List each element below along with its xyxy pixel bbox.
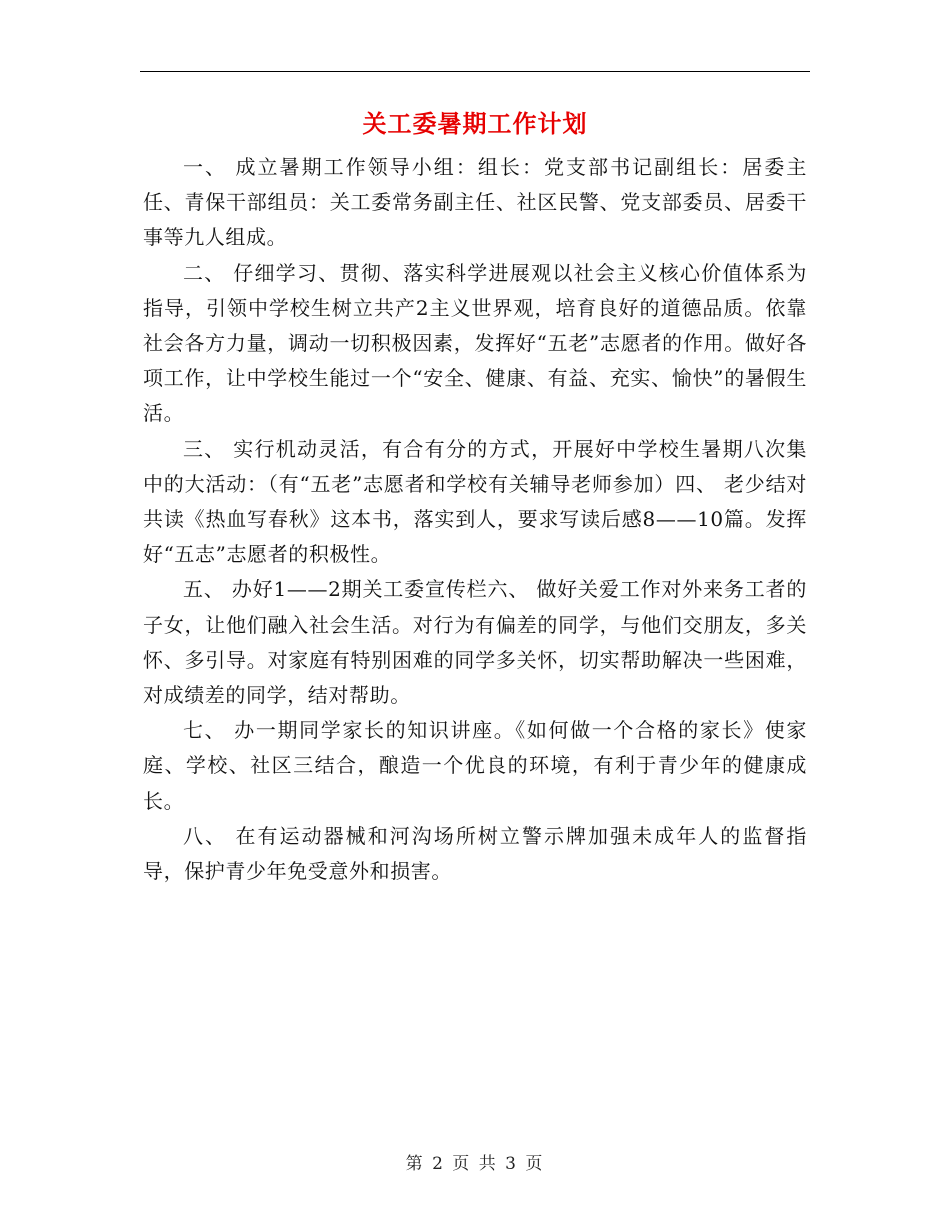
paragraph-3: 三、 实行机动灵活，有合有分的方式，开展好中学校生暑期八次集中的大活动：（有“五老”志愿者和学校有关辅导老师参加）四、 老少结对共读《热血写春秋》这本书，落实到人，要求写读后感8——10篇。发挥好“五志”志愿者的积极性。	[143, 436, 807, 567]
header-rule	[140, 71, 810, 72]
paragraph-4: 五、 办好1——2期关工委宣传栏六、 做好关爱工作对外来务工者的子女，让他们融入社会生活。对行为有偏差的同学，与他们交朋友，多关怀、多引导。对家庭有特别困难的同学多关怀，切实帮助解决一些困难，对成绩差的同学，结对帮助。	[143, 577, 807, 708]
paragraph-5: 七、 办一期同学家长的知识讲座。《如何做一个合格的家长》使家庭、学校、社区三结合，酿造一个优良的环境，有利于青少年的健康成长。	[143, 718, 807, 813]
page-footer: 第 2 页 共 3 页	[405, 1154, 545, 1174]
paragraph-1: 一、 成立暑期工作领导小组：组长：党支部书记副组长：居委主任、青保干部组员：关工委常务副主任、社区民警、党支部委员、居委干事等九人组成。	[143, 155, 807, 250]
paragraph-2: 二、 仔细学习、贯彻、落实科学进展观以社会主义核心价值体系为指导，引领中学校生树立共产2主义世界观，培育良好的道德品质。依靠社会各方力量，调动一切积极因素，发挥好“五老”志愿者的作用。做好各项工作，让中学校生能过一个“安全、健康、有益、充实、愉快”的暑假生活。	[143, 260, 807, 426]
document-title: 关工委暑期工作计划	[362, 109, 588, 138]
paragraph-6: 八、 在有运动器械和河沟场所树立警示牌加强未成年人的监督指导，保护青少年免受意外和损害。	[143, 823, 807, 884]
document-body	[143, 150, 807, 889]
